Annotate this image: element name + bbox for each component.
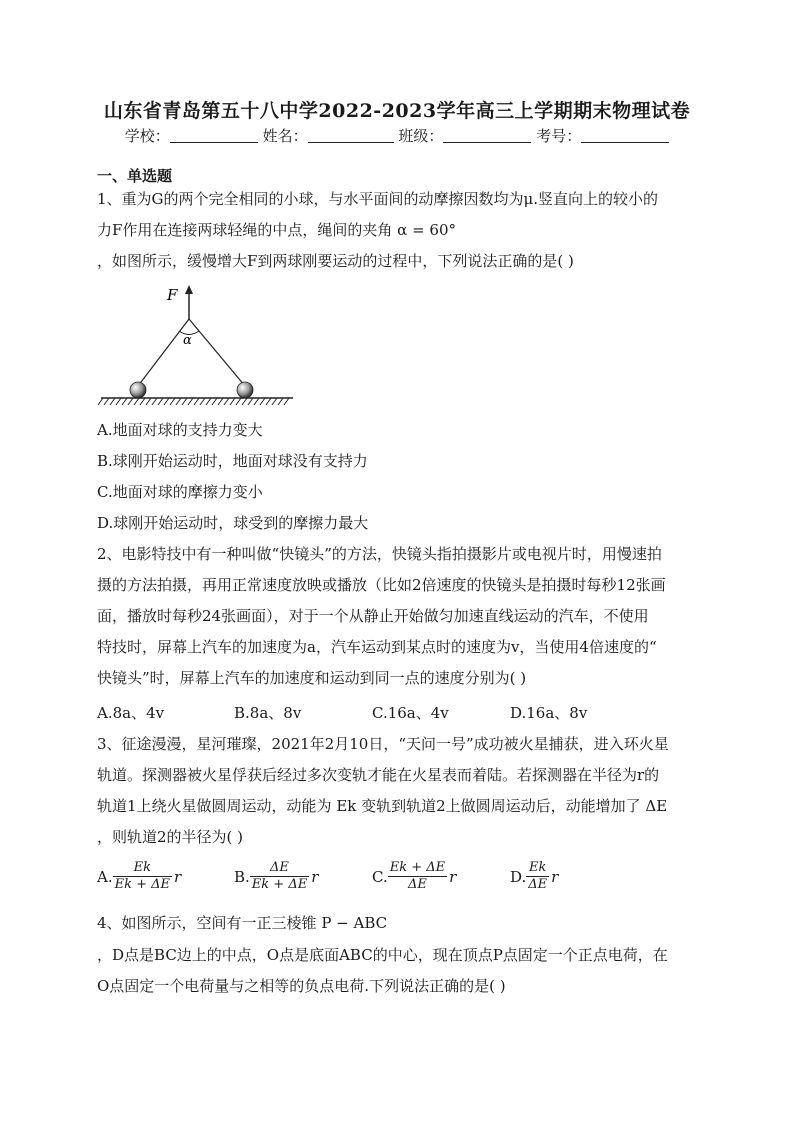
fraction: $\frac{Ek + \Delta E}{\Delta E}$ [389,860,446,892]
hatch-mark [224,398,229,405]
q4-line-3: O点固定一个电荷量与之相等的负点电荷.下列说法正确的是( ) [97,977,506,995]
hatch-mark [272,398,277,405]
hatch-mark [230,398,235,405]
hatch-mark [278,398,283,405]
hatch-mark [140,398,145,405]
hatch-mark [242,398,247,405]
q1-option-c[interactable]: C.地面对球的摩擦力变小 [97,483,263,501]
q2-option-d[interactable]: D.16a、8v [510,704,588,722]
name-label: 姓名： [262,127,308,145]
arrow-head [185,285,193,294]
hatch-mark [206,398,211,405]
q1-line-2: 力F作用在连接两球轻绳的中点，绳间的夹角 α = 60° [97,221,456,239]
section-heading: 一、单选题 [97,167,173,185]
q2-line-5: 快镜头”时，屏幕上汽车的加速度和运动到同一点的速度分别为( ) [97,669,527,687]
page-title: 山东省青岛第五十八中学2022-2023学年高三上学期期末物理试卷 [103,100,691,122]
hatch-mark [248,398,253,405]
ball-left [130,382,146,398]
hatch-mark [200,398,205,405]
hatch-mark [122,398,127,405]
q3-line-1: 3、征途漫漫，星河璀璨，2021年2月10日，“天问一号”成功被火星捕获，进入环火星 [97,735,669,753]
hatch-mark [218,398,223,405]
q3-line-4: ，则轨道2的半径为( ) [97,828,244,846]
q3-option-b[interactable]: B. $\frac{\Delta E}{Ek + \Delta E}$ r [234,860,319,892]
hatch-mark [176,398,181,405]
q1-option-d[interactable]: D.球刚开始运动时，球受到的摩擦力最大 [97,514,369,532]
rope-left [138,319,189,386]
class-blank[interactable] [443,128,531,143]
hatch-mark [212,398,217,405]
q2-line-3: 面，播放时每秒24张画面），对于一个从静止开始做匀加速直线运动的汽车，不使用 [97,607,649,625]
hatch-mark [128,398,133,405]
q1-option-a[interactable]: A.地面对球的支持力变大 [97,421,263,439]
hatch-mark [158,398,163,405]
q1-figure [97,283,297,408]
q1-line-3: ，如图所示，缓慢增大F到两球刚要运动的过程中，下列说法正确的是( ) [97,252,574,270]
ground-hatching [98,398,289,405]
fraction: $\frac{\Delta E}{Ek + \Delta E}$ [251,860,308,892]
hatch-mark [152,398,157,405]
hatch-mark [110,398,115,405]
q3-option-a[interactable]: A. $\frac{Ek}{Ek + \Delta E}$ r [97,860,182,892]
hatch-mark [284,398,289,405]
force-label: F [167,286,178,304]
q4-line-1: 4、如图所示，空间有一正三棱锥 P − ABC [97,914,388,932]
hatch-mark [182,398,187,405]
hatch-mark [188,398,193,405]
q2-option-b[interactable]: B.8a、8v [234,704,302,722]
hatch-mark [266,398,271,405]
hatch-mark [194,398,199,405]
hatch-mark [104,398,109,405]
q3-option-d[interactable]: D. $\frac{Ek}{\Delta E}$ r [510,860,559,892]
hatch-mark [98,398,103,405]
rope-right [189,319,245,386]
q3-option-c[interactable]: C. $\frac{Ek + \Delta E}{\Delta E}$ r [372,860,457,892]
student-info-row [0,125,794,146]
exam-number-label: 考号： [536,127,582,145]
q1-option-b[interactable]: B.球刚开始运动时，地面对球没有支持力 [97,452,368,470]
hatch-mark [164,398,169,405]
angle-label: α [183,333,192,348]
class-label: 班级： [398,127,444,145]
exam-number-blank[interactable] [581,128,669,143]
hatch-mark [146,398,151,405]
name-blank[interactable] [308,128,394,143]
hatch-mark [236,398,241,405]
q2-option-c[interactable]: C.16a、4v [372,704,449,722]
q3-line-2: 轨道。探测器被火星俘获后经过多次变轨才能在火星表而着陆。若探测器在半径为r的 [97,766,660,784]
school-label: 学校： [124,127,170,145]
q1-line-1: 1、重为G的两个完全相同的小球，与水平面间的动摩擦因数均为μ.竖直向上的较小的 [97,190,659,208]
fraction: $\frac{Ek}{\Delta E}$ [528,860,548,892]
q2-line-1: 2、电影特技中有一种叫做“快镜头”的方法，快镜头指拍摄影片或电视片时，用慢速拍 [97,545,662,563]
hatch-mark [260,398,265,405]
hatch-mark [134,398,139,405]
q3-line-3: 轨道1上绕火星做圆周运动，动能为 Ek 变轨到轨道2上做圆周运动后，动能增加了 ΔE [97,797,668,815]
ball-right [237,382,253,398]
hatch-mark [170,398,175,405]
fraction: $\frac{Ek}{Ek + \Delta E}$ [114,860,171,892]
hatch-mark [254,398,259,405]
hatch-mark [116,398,121,405]
school-blank[interactable] [170,128,258,143]
q2-option-a[interactable]: A.8a、4v [97,704,165,722]
q2-line-4: 特技时，屏幕上汽车的加速度为a，汽车运动到某点时的速度为v，当使用4倍速度的“ [97,638,657,656]
q4-line-2: ，D点是BC边上的中点，O点是底面ABC的中心，现在顶点P点固定一个正点电荷，在 [97,946,668,964]
q2-line-2: 摄的方法拍摄，再用正常速度放映或播放（比如2倍速度的快镜头是拍摄时每秒12张画 [97,576,666,594]
